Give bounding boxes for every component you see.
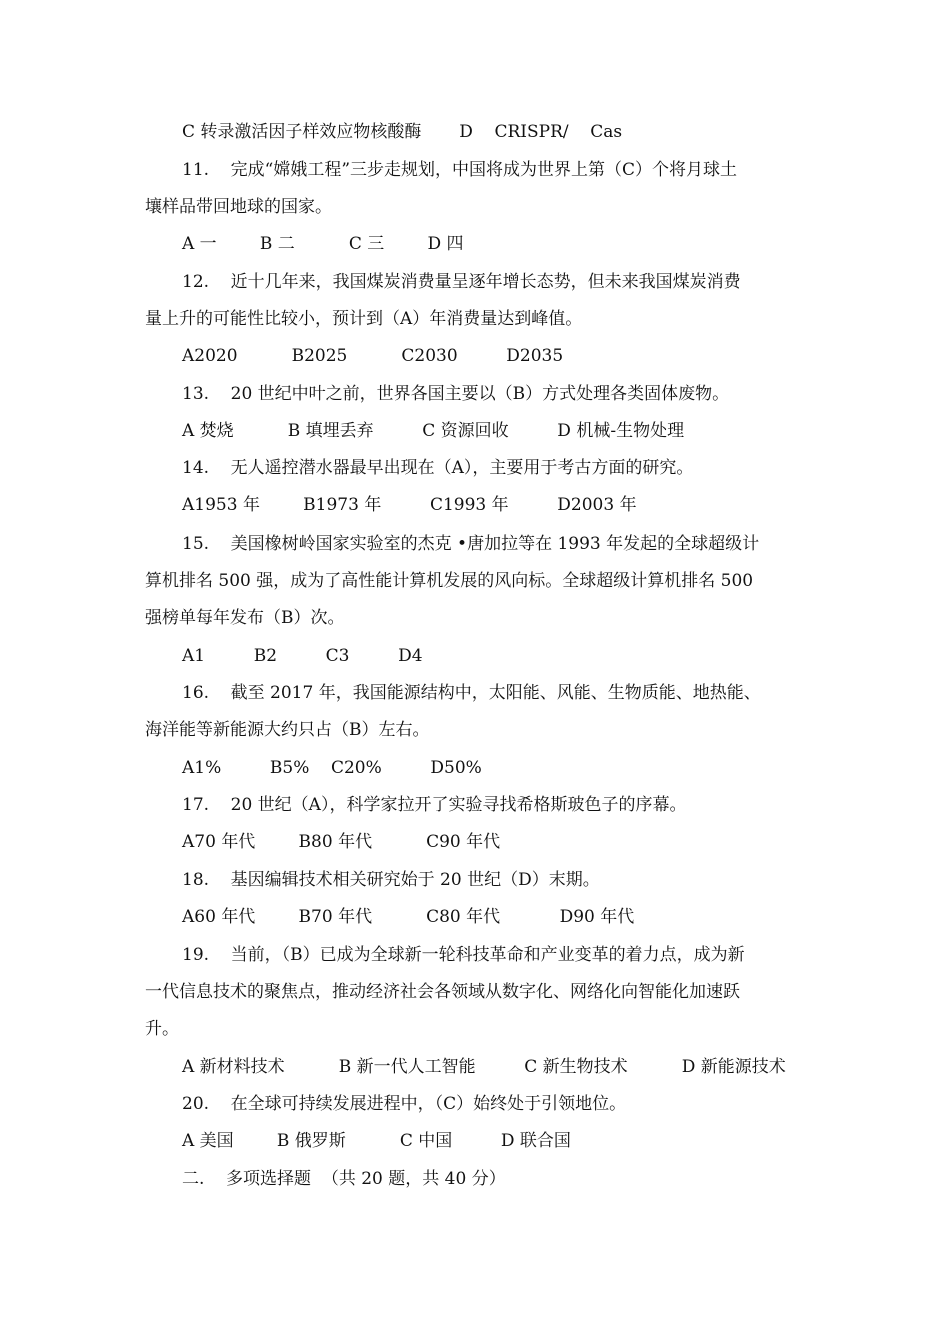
question-19-cont: 一代信息技术的聚焦点，推动经济社会各领域从数字化、网络化向智能化加速跃 <box>145 982 740 1002</box>
question-19: 19. 当前，（B）已成为全球新一轮科技革命和产业变革的着力点，成为新 <box>182 945 745 965</box>
question-12-cont: 量上升的可能性比较小，预计到（A）年消费量达到峰值。 <box>145 309 583 329</box>
question-12: 12. 近十几年来，我国煤炭消费量呈逐年增长态势，但未来我国煤炭消费 <box>182 272 741 292</box>
question-14: 14. 无人遥控潜水器最早出现在（A），主要用于考古方面的研究。 <box>182 458 694 478</box>
options-13: A 焚烧 B 填埋丢弃 C 资源回收 D 机械-生物处理 <box>182 421 685 441</box>
question-20: 20. 在全球可持续发展进程中，（C）始终处于引领地位。 <box>182 1094 627 1114</box>
options-14: A1953 年 B1973 年 C1993 年 D2003 年 <box>182 495 637 515</box>
options-17: A70 年代 B80 年代 C90 年代 <box>182 832 501 852</box>
question-17: 17. 20 世纪（A），科学家拉开了实验寻找希格斯玻色子的序幕。 <box>182 795 687 815</box>
option-line: C 转录激活因子样效应物核酸酶 D CRISPR/ Cas <box>182 122 623 142</box>
question-16-cont: 海洋能等新能源大约只占（B）左右。 <box>145 720 430 740</box>
options-11: A 一 B 二 C 三 D 四 <box>182 234 464 254</box>
options-18: A60 年代 B70 年代 C80 年代 D90 年代 <box>182 907 635 927</box>
options-20: A 美国 B 俄罗斯 C 中国 D 联合国 <box>182 1131 571 1151</box>
question-11-cont: 壤样品带回地球的国家。 <box>145 197 332 217</box>
question-15-cont2: 强榜单每年发布（B）次。 <box>145 608 345 628</box>
options-16: A1% B5% C20% D50% <box>182 758 482 778</box>
question-15-cont: 算机排名 500 强，成为了高性能计算机发展的风向标。全球超级计算机排名 500 <box>145 571 754 591</box>
options-19: A 新材料技术 B 新一代人工智能 C 新生物技术 D 新能源技术 <box>182 1057 786 1077</box>
question-11: 11. 完成“嫦娥工程”三步走规划，中国将成为世界上第（C）个将月球土 <box>182 160 738 180</box>
question-18: 18. 基因编辑技术相关研究始于 20 世纪（D）末期。 <box>182 870 600 890</box>
section-heading: 二. 多项选择题 （共 20 题，共 40 分） <box>182 1169 506 1189</box>
options-12: A2020 B2025 C2030 D2035 <box>182 346 564 366</box>
question-19-cont2: 升。 <box>145 1019 179 1039</box>
question-16: 16. 截至 2017 年，我国能源结构中，太阳能、风能、生物质能、地热能、 <box>182 683 761 703</box>
question-13: 13. 20 世纪中叶之前，世界各国主要以（B）方式处理各类固体废物。 <box>182 384 730 404</box>
question-15: 15. 美国橡树岭国家实验室的杰克 •唐加拉等在 1993 年发起的全球超级计 <box>182 534 760 554</box>
options-15: A1 B2 C3 D4 <box>182 646 423 666</box>
